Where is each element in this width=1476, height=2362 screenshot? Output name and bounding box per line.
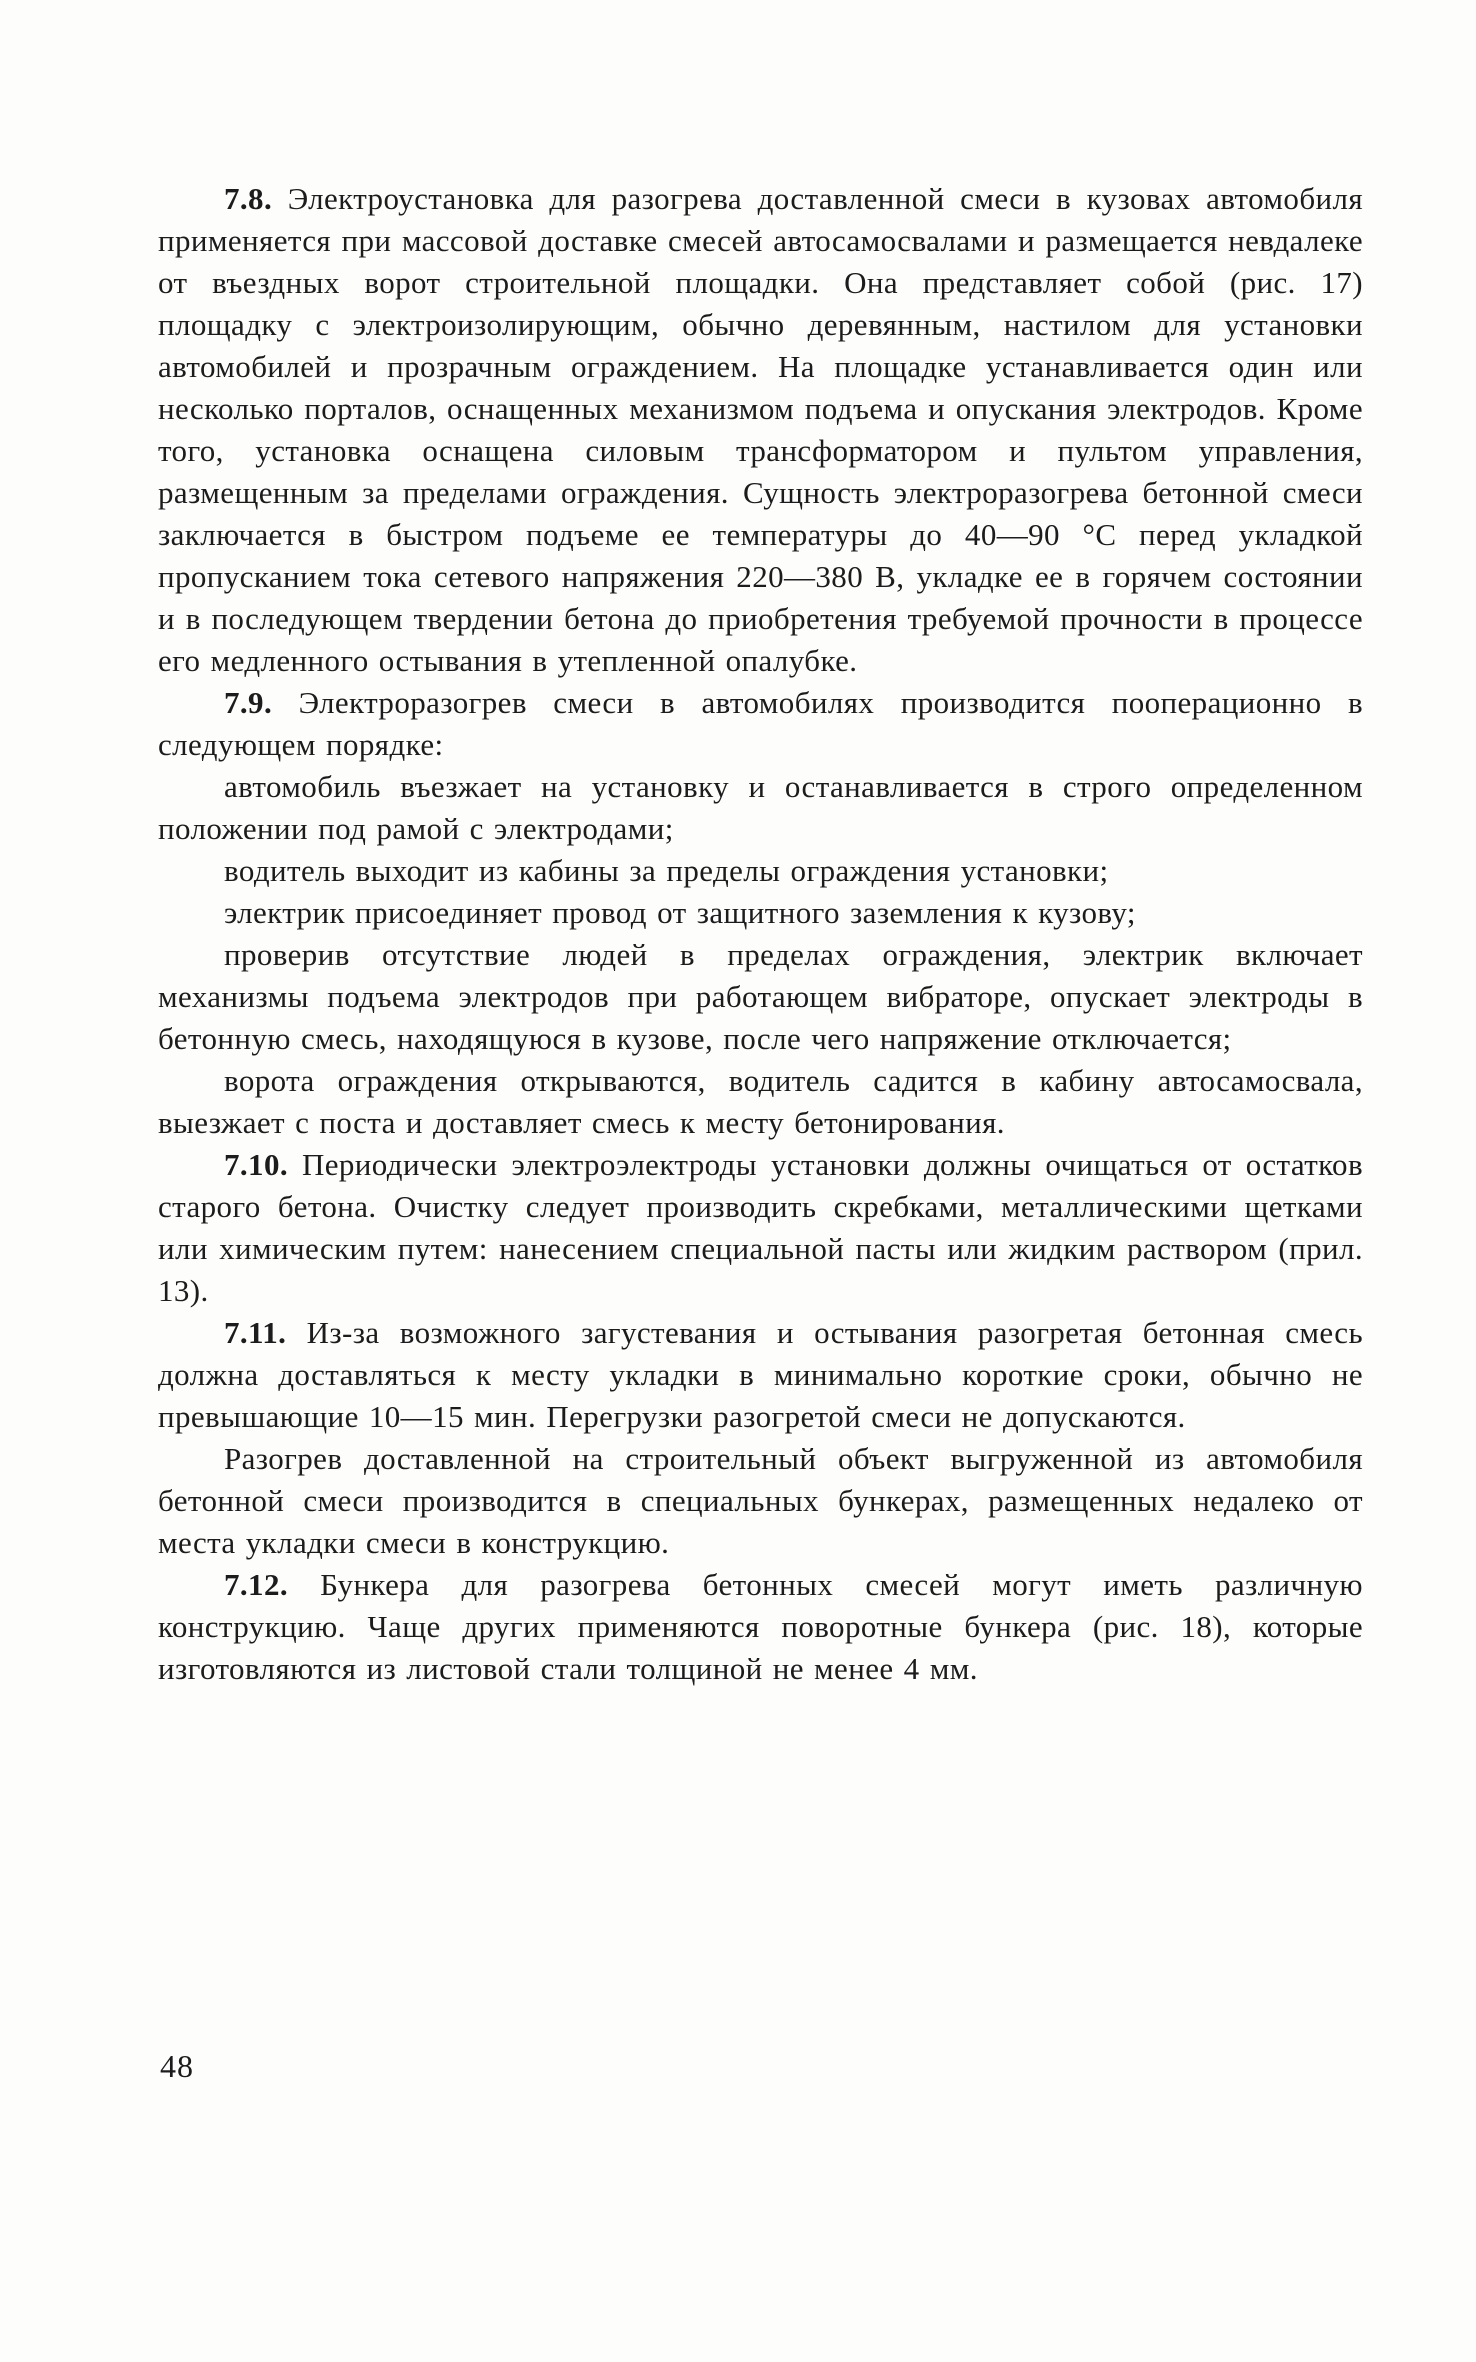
clause-number: 7.10. — [224, 1147, 288, 1182]
paragraph-text: ворота ограждения открываются, водитель садится в кабину автосамосвала, выезжает с поста и доставляет смесь к месту бетонирования. — [158, 1063, 1363, 1140]
paragraph — [158, 766, 1363, 850]
paragraph-text: проверив отсутствие людей в пределах ограждения, электрик включает механизмы подъема электродов при работающем вибраторе, опускает электроды в бетонную смесь, находящуюся в кузове, после чего напряжение отключается; — [158, 937, 1363, 1056]
paragraph-text: водитель выходит из кабины за пределы ограждения установки; — [224, 853, 1109, 888]
paragraph-text: Электроразогрев смеси в автомобилях производится пооперационно в следующем порядке: — [158, 685, 1363, 762]
paragraph — [158, 1312, 1363, 1438]
paragraph — [158, 1438, 1363, 1564]
clause-number: 7.11. — [224, 1315, 287, 1350]
paragraph — [158, 934, 1363, 1060]
paragraph — [158, 1144, 1363, 1312]
paragraph — [158, 1564, 1363, 1690]
clause-number: 7.12. — [224, 1567, 288, 1602]
paragraph — [158, 1060, 1363, 1144]
paragraph — [158, 850, 1363, 892]
clause-number: 7.8. — [224, 181, 273, 216]
paragraph — [158, 892, 1363, 934]
paragraph-text: электрик присоединяет провод от защитного заземления к кузову; — [224, 895, 1136, 930]
paragraph-text: Бункера для разогрева бетонных смесей могут иметь различную конструкцию. Чаще других применяются поворотные бункера (рис. 18), которые изготовляются из листовой стали толщиной не менее 4 мм. — [158, 1567, 1363, 1686]
paragraph — [158, 178, 1363, 682]
paragraph-text: автомобиль въезжает на установку и останавливается в строго определенном положении под рамой с электродами; — [158, 769, 1363, 846]
page-number: 48 — [160, 2048, 194, 2084]
paragraph-text: Электроустановка для разогрева доставленной смеси в кузовах автомобиля применяется при массовой доставке смесей автосамосвалами и размещается невдалеке от въездных ворот строительной площадки. Она представляет собой (рис. 17) площадку с электроизолирующим, обычно деревянным, настилом для установки автомобилей и прозрачным ограждением. На площадке устанавливается один или несколько порталов, оснащенных механизмом подъема и опускания электродов. Кроме того, установка оснащена силовым трансформатором и пультом управления, размещенным за пределами ограждения. Сущность электроразогрева бетонной смеси заключается в быстром подъеме ее температуры до 40—90 °С перед укладкой пропусканием тока сетевого напряжения 220—380 В, укладке ее в горячем состоянии и в последующем твердении бетона до приобретения требуемой прочности в процессе его медленного остывания в утепленной опалубке. — [158, 181, 1364, 678]
paragraph — [158, 682, 1363, 766]
paragraph-text: Периодически электроэлектроды установки должны очищаться от остатков старого бетона. Очистку следует производить скребками, металлическими щетками или химическим путем: нанесением специальной пасты или жидким раствором (прил. 13). — [158, 1147, 1363, 1308]
paragraph-text: Из-за возможного загустевания и остывания разогретая бетонная смесь должна доставляться к месту укладки в минимально короткие сроки, обычно не превышающие 10—15 мин. Перегрузки разогретой смеси не допускаются. — [158, 1315, 1363, 1434]
paragraph-text: Разогрев доставленной на строительный объект выгруженной из автомобиля бетонной смеси производится в специальных бункерах, размещенных недалеко от места укладки смеси в конструкцию. — [158, 1441, 1363, 1560]
clause-number: 7.9. — [224, 685, 273, 720]
text-block — [158, 178, 1363, 1690]
